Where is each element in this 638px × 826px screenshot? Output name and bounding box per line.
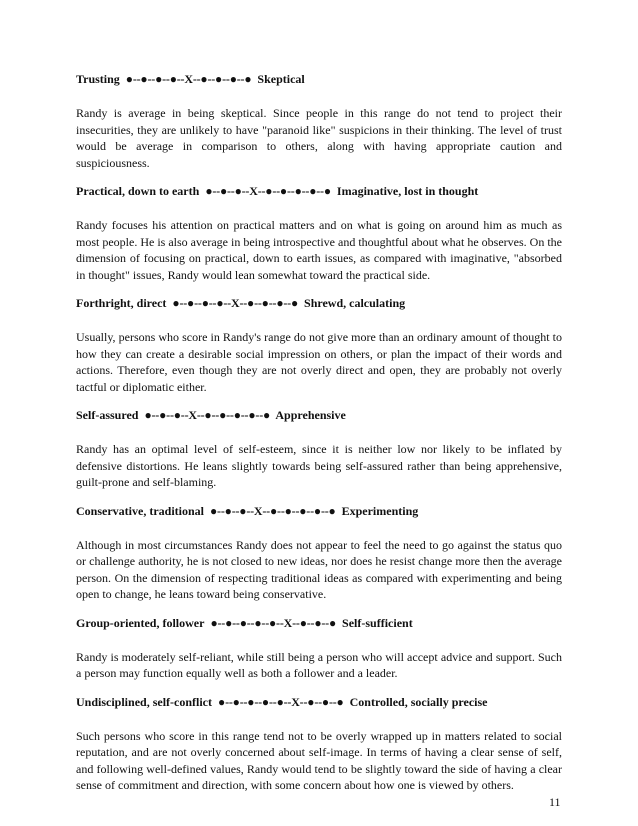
trait-description-undisciplined: Such persons who score in this range tend not to be overly wrapped up in matters related to social reputation, and are not overly concerned about self-image. In terms of having a clear sense of self, and following well-defined values, Randy would tend to be slightly toward the side of having a clear sense of commitment and direction, with some concern about how one is viewed by others. xyxy=(76,728,562,792)
trait-heading-trusting xyxy=(76,71,562,88)
trait-description-trusting: Randy is average in being skeptical. Since people in this range do not tend to project their insecurities, they are unlikely to have "paranoid like" suspicions in their thinking. The level of trust would be average in comparison to others, along with having appropriate caution and suspiciousness. xyxy=(76,106,562,170)
trait-right-label: Shrewd, calculating xyxy=(304,296,406,310)
trait-heading-self-assured xyxy=(76,407,562,424)
trait-description-conservative: Although in most circumstances Randy does not appear to feel the need to go against the status quo or challenge authority, he is not closed to new ideas, nor does he resist change more then the average person. On the dimension of respecting traditional ideas as compared with experimenting and being open to change, he leans toward being conservative. xyxy=(76,537,562,601)
trait-right-label: Apprehensive xyxy=(275,408,346,422)
trait-right-label: Self-sufficient xyxy=(342,615,413,630)
trait-right-label: Experimenting xyxy=(341,503,419,518)
trait-left-label: Forthright, direct xyxy=(76,296,167,310)
trait-description-group-oriented: Randy is moderately self-reliant, while still being a person who will accept advice and support. Such a person may function equally well as both a follower and a leader. xyxy=(76,649,562,680)
trait-heading-practical xyxy=(76,183,562,200)
trait-left-label: Undisciplined, self-conflict xyxy=(76,694,213,709)
trait-description-practical: Randy focuses his attention on practical matters and on what is going on around him as much as most people. He is also average in being introspective and thoughtful about what he observes. On the dimension of focusing on practical, down to earth issues, as compared with imaginative, "absorbed in thought" issues, Randy would lean somewhat toward the practical side. xyxy=(76,218,562,282)
trait-heading-conservative xyxy=(76,503,562,520)
trait-scale: ●--●--●--●--●--X--●--●--● xyxy=(218,694,344,709)
trait-heading-undisciplined xyxy=(76,694,562,711)
trait-scale: ●--●--●--●--●--X--●--●--● xyxy=(210,615,337,630)
trait-description-forthright: Usually, persons who score in Randy's range do not give more than an ordinary amount of thought to how they can create a desirable social impression on others, or plan the impact of their words and actions. Therefore, even though they are not overly direct and open, they are probably not overly tactful or diplomatic either. xyxy=(76,330,562,394)
trait-left-label: Group-oriented, follower xyxy=(76,615,205,630)
trait-description-self-assured: Randy has an optimal level of self-esteem, since it is neither low nor likely to be inflated by defensive distortions. He leans slightly towards being self-assured rather than being apprehensive, guilt-prone and self-blaming. xyxy=(76,442,562,489)
trait-left-label: Conservative, traditional xyxy=(76,503,204,518)
trait-scale: ●--●--●--●--X--●--●--●--● xyxy=(172,296,299,310)
trait-scale: ●--●--●--●--X--●--●--●--● xyxy=(125,72,252,86)
trait-right-label: Controlled, socially precise xyxy=(349,694,488,709)
trait-heading-group-oriented xyxy=(76,615,562,632)
trait-scale: ●--●--●--X--●--●--●--●--● xyxy=(205,184,331,198)
trait-left-label: Practical, down to earth xyxy=(76,184,200,198)
trait-right-label: Skeptical xyxy=(257,72,305,86)
trait-left-label: Trusting xyxy=(76,72,120,86)
trait-scale: ●--●--●--X--●--●--●--●--● xyxy=(144,408,271,422)
trait-left-label: Self-assured xyxy=(76,408,139,422)
page-content xyxy=(76,71,562,806)
page-number: 11 xyxy=(549,795,561,809)
trait-scale: ●--●--●--X--●--●--●--●--● xyxy=(210,503,336,518)
trait-heading-forthright xyxy=(76,295,562,312)
trait-right-label: Imaginative, lost in thought xyxy=(336,184,479,198)
